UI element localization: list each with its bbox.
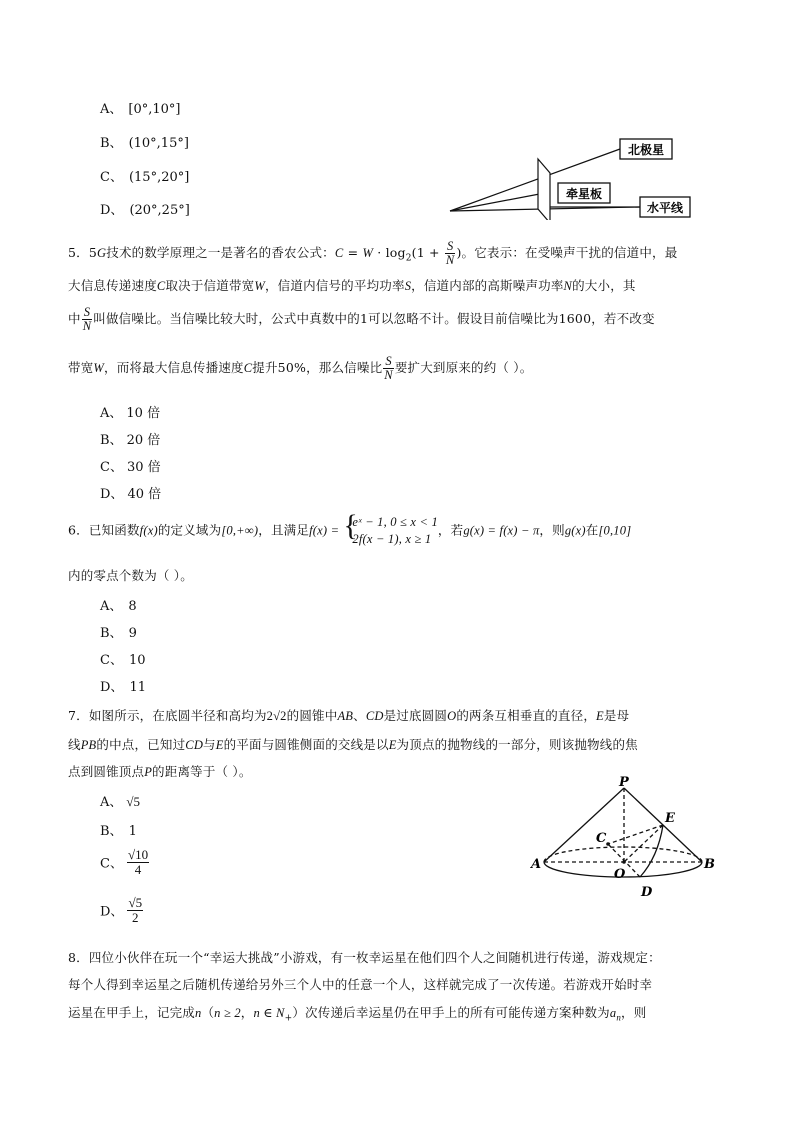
q8-line-1: 8．四位小伙伴在玩一个“幸运大挑战”小游戏，有一枚幸运星在他们四个人之间随机进行传递，游戏规定： [68,950,661,965]
north-star-label: 北极星 [627,143,665,157]
q5-option-b: B、 20 倍 [100,433,161,448]
q6-option-a: A、 8 [100,599,137,614]
q6-line-2: 内的零点个数为（ ）。 [68,568,193,583]
s-over-n-fraction-2: $\frac{S}{N}$ [82,305,92,334]
q5-line-1: 5．5G技术的数学原理之一是著名的香农公式：$C = W \cdot \log_2(1$ + $\frac{S}{N}$ )。它表示：在受噪声干扰的信道中，最 [68,239,678,268]
q4-option-c: C、 (15°,20°] [100,170,190,185]
label-d: D [641,885,653,900]
label-b: B [704,857,715,872]
horizon-label: 水平线 [646,201,684,215]
option-d-fraction: $\frac{√5}{2}$ [128,895,143,925]
label-e: E [665,811,675,826]
s-over-n-fraction: $\frac{S}{N}$ [445,239,455,268]
label-a: A [531,857,542,872]
q8-line-2: 每个人得到幸运星之后随机传递给另外三个人中的任意一个人，这样就完成了一次传递。若游戏开始时幸 [68,977,653,992]
q5-option-d: D、 40 倍 [100,487,162,502]
q6-option-d: D、 11 [100,680,146,695]
q5-option-c: C、 30 倍 [100,460,161,475]
piecewise-definition: { eˣ − 1, 0 ≤ x < 1 2f(x − 1), x ≥ 1 [343,509,438,546]
segment-eo [624,825,663,862]
q7-line-3: 点到圆锥顶点P的距离等于（ ）。 [68,764,252,779]
label-o: O [614,867,626,882]
label-c: C [596,831,607,846]
q7-option-b: B、 1 [100,824,137,839]
s-over-n-fraction-3: $\frac{S}{N}$ [384,354,393,383]
q6-option-c: C、 10 [100,653,146,668]
q5-line-2: 大信息传递速度C取决于信道带宽W，信道内信号的平均功率S，信道内部的高斯噪声功率N的大小，其 [68,278,636,293]
q6-line-1: 6．已知函数f(x)的定义域为[0,+∞)，且满足f(x) = { eˣ − 1, 0 ≤ x < 1 2f(x − 1), x ≥ 1 ，若g(x) = f(x) − π，则g(x)在[0,10] [68,509,632,546]
generatrix-pa [544,788,624,862]
q7-line-1: 7．如图所示，在底圆半径和高均为2√2的圆锥中AB、CD是过底圆圆O的两条互相垂直的直径，E是母 [68,708,630,723]
q5-line-4: 带宽W，而将最大信息传播速度C提升50%，那么信噪比 $\frac{S}{N}$ 要扩大到原来的约（ ）。 [68,354,533,383]
segment-ec [608,825,663,844]
parabola-arc [640,825,663,877]
q7-line-2: 线PB的中点，已知过CD与E的平面与圆锥侧面的交线是以E为顶点的抛物线的一部分，则该抛物线的焦 [68,737,638,752]
q6-option-b: B、 9 [100,626,137,641]
q7-option-c: C、 $\frac{√10}{4}$ [100,847,149,877]
option-c-fraction: $\frac{√10}{4}$ [127,847,149,877]
q4-star-board-figure [440,135,700,220]
q7-cone-figure [528,772,718,902]
sight-line-board [450,192,550,211]
q4-option-a: A、 [0°,10°] [100,102,181,117]
q4-option-d: D、 (20°,25°] [100,203,190,218]
q4-option-b: B、 (10°,15°] [100,136,189,151]
q5-option-a: A、 10 倍 [100,406,161,421]
q7-option-a: A、 √5 [100,794,141,810]
board-label: 牵星板 [565,187,603,201]
label-p: P [619,775,629,790]
q8-line-3: 运星在甲手上，记完成n（n ≥ 2，n ∈ $N_+$）次传递后幸运星仍在甲手上的所有可能传递方案种数为$a_n$，则 [68,1005,647,1024]
star-board-plate [538,159,550,220]
q5-line-3: 中 $\frac{S}{N}$ 叫做信噪比。当信噪比较大时，公式中真数中的1可以忽略不计。假设目前信噪比为1600，若不改变 [68,305,655,334]
q7-option-d: D、 $\frac{√5}{2}$ [100,895,143,925]
